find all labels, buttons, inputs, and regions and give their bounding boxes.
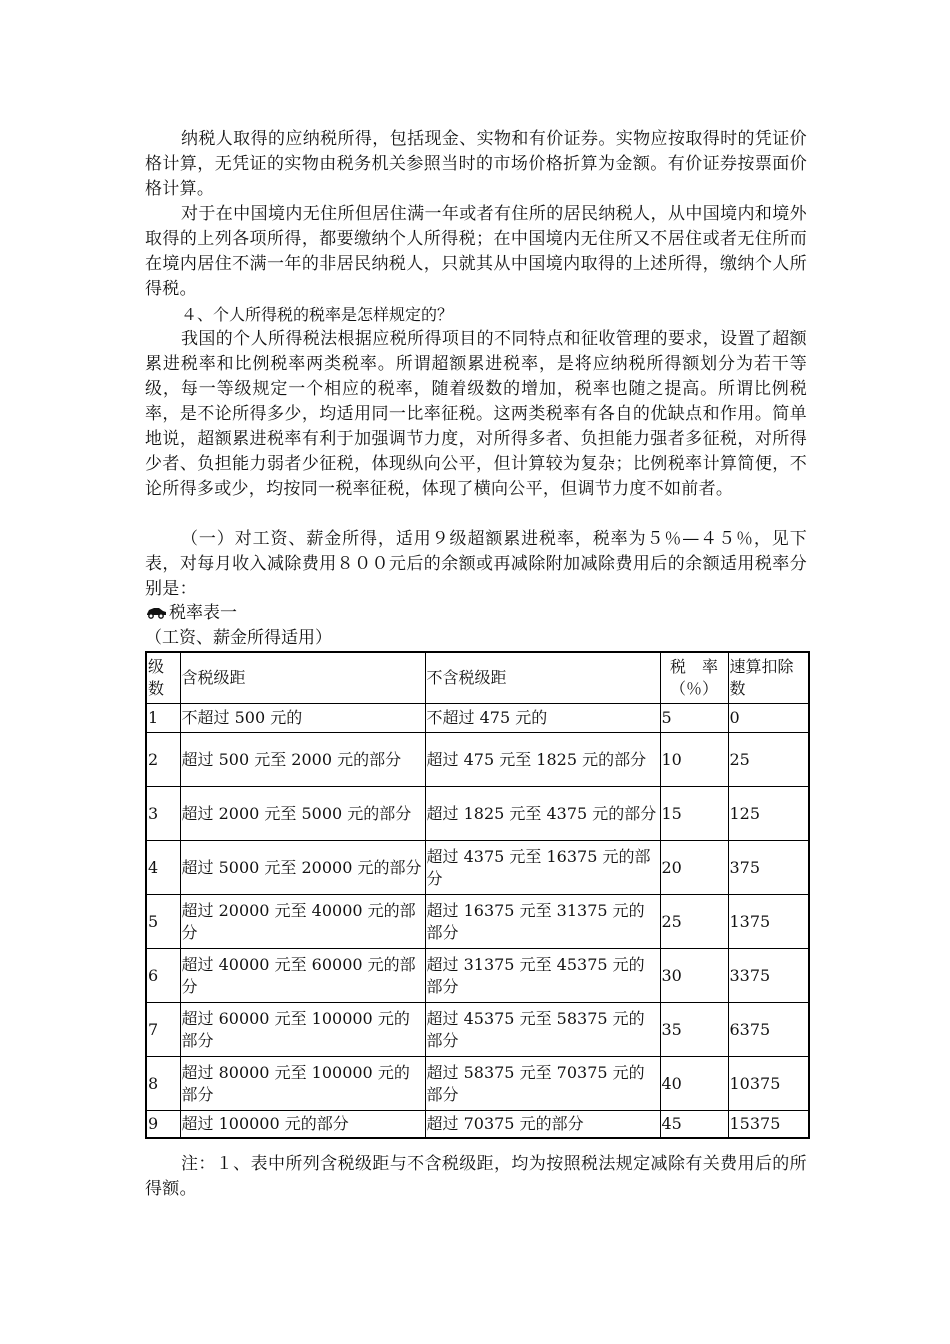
header-quick-deduction: 速算扣除数 — [728, 652, 809, 704]
cell-level: 2 — [146, 733, 180, 787]
table-header-row — [146, 652, 809, 704]
cell-rate: 45 — [660, 1111, 728, 1138]
cell-level: 1 — [146, 704, 180, 733]
cell-rate: 20 — [660, 841, 728, 895]
cell-quick-deduction: 375 — [728, 841, 809, 895]
cell-rate: 35 — [660, 1003, 728, 1057]
cell-rate: 5 — [660, 704, 728, 733]
cell-level: 7 — [146, 1003, 180, 1057]
cell-nontaxable-bracket: 超过 58375 元至 70375 元的部分 — [425, 1057, 660, 1111]
cell-nontaxable-bracket: 不超过 475 元的 — [425, 704, 660, 733]
car-bullet-icon — [145, 605, 167, 619]
cell-nontaxable-bracket: 超过 31375 元至 45375 元的部分 — [425, 949, 660, 1003]
cell-level: 3 — [146, 787, 180, 841]
header-taxable-bracket: 含税级距 — [180, 652, 425, 704]
cell-quick-deduction: 10375 — [728, 1057, 809, 1111]
cell-taxable-bracket: 超过 80000 元至 100000 元的部分 — [180, 1057, 425, 1111]
cell-rate: 10 — [660, 733, 728, 787]
cell-quick-deduction: 6375 — [728, 1003, 809, 1057]
paragraph-wage-salary-rates: （一）对工资、薪金所得，适用９级超额累进税率，税率为５％—４５％，见下表，对每月收入减除费用８００元后的余额或再减除附加减除费用后的余额适用税率分别是： — [145, 529, 807, 599]
cell-taxable-bracket: 超过 20000 元至 40000 元的部分 — [180, 895, 425, 949]
cell-rate: 40 — [660, 1057, 728, 1111]
table-row — [146, 1111, 809, 1138]
table-row — [146, 787, 809, 841]
cell-taxable-bracket: 不超过 500 元的 — [180, 704, 425, 733]
table-row — [146, 1057, 809, 1111]
cell-taxable-bracket: 超过 500 元至 2000 元的部分 — [180, 733, 425, 787]
cell-rate: 25 — [660, 895, 728, 949]
header-nontaxable-bracket: 不含税级距 — [425, 652, 660, 704]
cell-nontaxable-bracket: 超过 475 元至 1825 元的部分 — [425, 733, 660, 787]
cell-level: 6 — [146, 949, 180, 1003]
table-row — [146, 949, 809, 1003]
table-title-text: 税率表一 — [169, 603, 237, 623]
header-rate: 税 率 （％） — [660, 652, 728, 704]
table-subtitle: （工资、薪金所得适用） — [145, 628, 332, 648]
cell-level: 9 — [146, 1111, 180, 1138]
cell-nontaxable-bracket: 超过 45375 元至 58375 元的部分 — [425, 1003, 660, 1057]
cell-quick-deduction: 1375 — [728, 895, 809, 949]
cell-quick-deduction: 25 — [728, 733, 809, 787]
cell-quick-deduction: 125 — [728, 787, 809, 841]
table-note: 注：１、表中所列含税级距与不含税级距，均为按照税法规定减除有关费用后的所得额。 — [145, 1154, 807, 1199]
cell-taxable-bracket: 超过 40000 元至 60000 元的部分 — [180, 949, 425, 1003]
cell-level: 4 — [146, 841, 180, 895]
cell-taxable-bracket: 超过 5000 元至 20000 元的部分 — [180, 841, 425, 895]
cell-nontaxable-bracket: 超过 4375 元至 16375 元的部分 — [425, 841, 660, 895]
table-row — [146, 733, 809, 787]
cell-level: 5 — [146, 895, 180, 949]
paragraph-taxable-income-forms: 纳税人取得的应纳税所得，包括现金、实物和有价证券。实物应按取得时的凭证价格计算，无凭证的实物由税务机关参照当时的市场价格折算为金额。有价证券按票面价格计算。 — [145, 129, 807, 199]
tax-rate-table — [145, 651, 810, 1139]
section-heading-tax-rates: ４、个人所得税的税率是怎样规定的？ — [181, 305, 454, 324]
table-row — [146, 1003, 809, 1057]
table-row — [146, 704, 809, 733]
cell-level: 8 — [146, 1057, 180, 1111]
cell-rate: 30 — [660, 949, 728, 1003]
cell-quick-deduction: 15375 — [728, 1111, 809, 1138]
cell-taxable-bracket: 超过 60000 元至 100000 元的部分 — [180, 1003, 425, 1057]
cell-nontaxable-bracket: 超过 1825 元至 4375 元的部分 — [425, 787, 660, 841]
table-row — [146, 895, 809, 949]
cell-nontaxable-bracket: 超过 70375 元的部分 — [425, 1111, 660, 1138]
cell-taxable-bracket: 超过 2000 元至 5000 元的部分 — [180, 787, 425, 841]
cell-quick-deduction: 3375 — [728, 949, 809, 1003]
header-level: 级数 — [146, 652, 180, 704]
cell-taxable-bracket: 超过 100000 元的部分 — [180, 1111, 425, 1138]
cell-quick-deduction: 0 — [728, 704, 809, 733]
paragraph-rate-types: 我国的个人所得税法根据应税所得项目的不同特点和征收管理的要求，设置了超额累进税率和比例税率两类税率。所谓超额累进税率，是将应纳税所得额划分为若干等级，每一等级规定一个相应的税率，随着级数的增加，税率也随之提高。所谓比例税率，是不论所得多少，均适用同一比率征税。这两类税率有各自的优缺点和作用。简单地说，超额累进税率有利于加强调节力度，对所得多者、负担能力强者多征税，对所得少者、负担能力弱者少征税，体现纵向公平，但计算较为复杂；比例税率计算简便，不论所得多或少，均按同一税率征税，体现了横向公平，但调节力度不如前者。 — [145, 329, 807, 499]
paragraph-resident-taxpayers: 对于在中国境内无住所但居住满一年或者有住所的居民纳税人，从中国境内和境外取得的上列各项所得，都要缴纳个人所得税；在中国境内无住所又不居住或者无住所而在境内居住不满一年的非居民纳税人，只就其从中国境内取得的上述所得，缴纳个人所得税。 — [145, 204, 807, 299]
table-title — [145, 601, 237, 626]
table-row — [146, 841, 809, 895]
cell-nontaxable-bracket: 超过 16375 元至 31375 元的部分 — [425, 895, 660, 949]
cell-rate: 15 — [660, 787, 728, 841]
